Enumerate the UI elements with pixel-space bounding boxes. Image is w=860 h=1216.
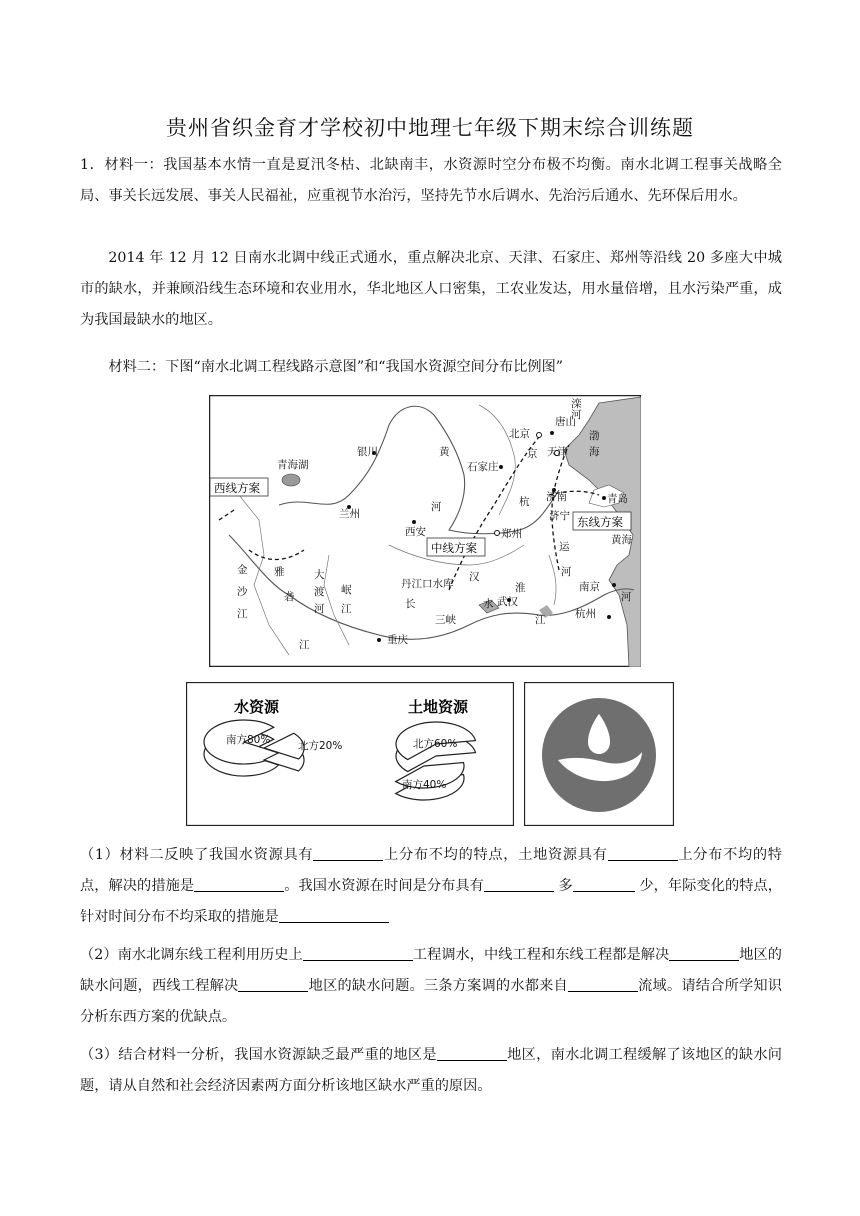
map-label: 青岛 — [607, 493, 628, 505]
water-saving-logo — [524, 682, 674, 826]
pie-slice-label: 南方40% — [402, 779, 447, 791]
south-north-water-diversion-map — [209, 395, 641, 667]
answer-blank[interactable] — [568, 977, 638, 992]
map-label: 黄 — [439, 446, 450, 458]
map-label: 黄海 — [611, 534, 632, 546]
pie-slice-label: 北方20% — [298, 740, 343, 752]
map-label: 三峡 — [435, 614, 456, 626]
map-label: 汉 — [469, 571, 480, 583]
question-3: （3）结合材料一分析，我国水资源缺乏最严重的地区是 地区，南水北调工程缓解了该地区的缺水问题，请从自然和社会经济因素两方面分析该地区缺水严重的原因。 — [80, 1047, 782, 1094]
map-label: 雅 — [274, 566, 285, 578]
map-label: 金 — [237, 564, 248, 576]
answer-blank[interactable] — [484, 877, 554, 892]
map-label: 石家庄 — [467, 461, 499, 473]
water-pie-title: 水资源 — [234, 698, 280, 716]
map-label: 西安 — [405, 526, 426, 538]
map-label: 济宁 — [549, 510, 570, 522]
west-plan-label: 西线方案 — [214, 481, 260, 495]
map-label: 河 — [621, 591, 632, 603]
resource-distribution-pie-charts — [186, 682, 514, 826]
map-label: 淮 — [515, 582, 526, 594]
answer-blank[interactable] — [437, 1046, 507, 1061]
map-label: 兰州 — [339, 508, 360, 520]
question-1: （1）材料二反映了我国水资源具有 上分布不均的特点，土地资源具有 上分布不均的特点，解决的措施是 。我国水资源在时间是分布具有 多 少，年际变化的特点，针对时间分布不均采取的措施是 — [80, 847, 782, 925]
answer-blank[interactable] — [313, 846, 383, 861]
map-label: 南京 — [579, 581, 600, 593]
east-plan-label: 东线方案 — [577, 515, 623, 529]
map-label: 岷 — [341, 584, 352, 596]
map-label: 砻 — [284, 591, 295, 603]
answer-blank[interactable] — [669, 946, 739, 961]
map-label: 江 — [341, 603, 352, 615]
pie-slice-label: 南方80% — [226, 734, 271, 746]
map-label: 济南 — [546, 491, 567, 503]
map-label: 大 — [314, 569, 325, 581]
map-label: 滦 — [571, 398, 582, 410]
map-label: 青海湖 — [277, 459, 309, 471]
map-label: 长 — [405, 598, 416, 610]
map-label: 唐山 — [555, 416, 576, 428]
map-label: 银川 — [357, 446, 378, 458]
material1-paragraph1: 1．材料一：我国基本水情一直是夏汛冬枯、北缺南丰，水资源时空分布极不均衡。南水北调工程事关战略全局、事关长远发展、事关人民福祉，应重视节水治污，坚持先节水后调水、先治污后通水、先环保后用水。 — [80, 157, 782, 204]
map-label: 河 — [571, 409, 582, 421]
answer-blank[interactable] — [303, 946, 413, 961]
map-label: 江 — [535, 614, 546, 626]
map-label: 运 — [559, 541, 570, 553]
map-label: 渤 — [589, 430, 600, 442]
map-label: 杭州 — [575, 608, 596, 620]
pie-slice-label: 北方60% — [413, 738, 458, 750]
map-label: 水 — [483, 598, 494, 610]
map-label: 江 — [237, 608, 248, 620]
map-label: 杭 — [519, 496, 530, 508]
map-label: 武汉 — [497, 596, 518, 608]
page-title: 贵州省织金育才学校初中地理七年级下期末综合训练题 — [166, 116, 694, 140]
map-label: 天津 — [547, 446, 568, 458]
answer-blank[interactable] — [573, 877, 635, 892]
land-pie-title: 土地资源 — [408, 698, 469, 716]
map-label: 京 — [527, 448, 538, 460]
map-label: 河 — [431, 501, 442, 513]
middle-plan-label: 中线方案 — [431, 541, 477, 555]
material1-paragraph2: 2014 年 12 月 12 日南水北调中线正式通水，重点解决北京、天津、石家庄、郑州等沿线 20 多座大中城市的缺水，并兼顾沿线生态环境和农业用水，华北地区人口密集，工农业发达，用水量倍增，且水污染严重，成为我国最缺水的地区。 — [80, 250, 782, 328]
map-label: 沙 — [237, 586, 248, 598]
map-label: 渡 — [314, 586, 325, 598]
answer-blank[interactable] — [279, 908, 389, 923]
map-label: 郑州 — [501, 528, 522, 540]
map-label: 河 — [314, 603, 325, 615]
map-label: 丹江口水库 — [401, 578, 454, 590]
question-2: （2）南水北调东线工程利用历史上 工程调水，中线工程和东线工程都是解决 地区的缺水问题，西线工程解决 地区的缺水问题。三条方案调的水都来自 流域。请结合所学知识分析东西方案的优缺点。 — [80, 947, 782, 1025]
answer-blank[interactable] — [608, 846, 678, 861]
map-label: 重庆 — [387, 634, 408, 646]
map-label: 北京 — [509, 428, 530, 440]
material2-caption: 材料二：下图“南水北调工程线路示意图”和“我国水资源空间分布比例图” — [108, 359, 564, 375]
answer-blank[interactable] — [194, 877, 284, 892]
map-label: 江 — [299, 639, 310, 651]
map-label: 海 — [589, 446, 600, 458]
map-label: 河 — [561, 566, 572, 578]
answer-blank[interactable] — [238, 977, 308, 992]
